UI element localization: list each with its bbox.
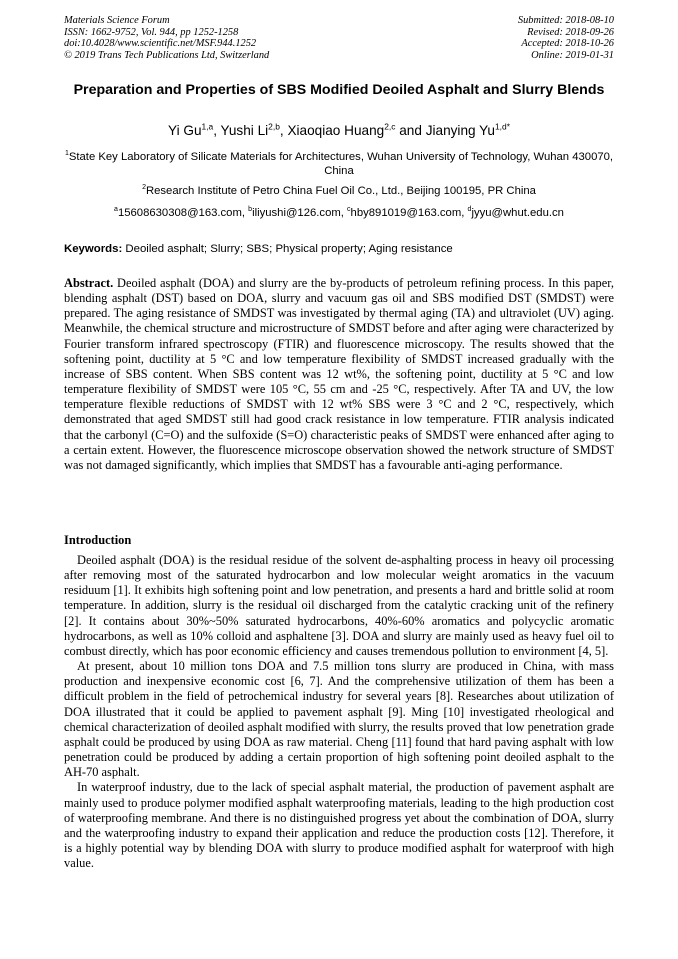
- publication-dates: [518, 15, 614, 61]
- section-heading-introduction: Introduction: [64, 533, 132, 547]
- author: Yi Gu$^{1,a}$: [168, 121, 214, 138]
- keywords-label: Keywords:: [64, 243, 123, 255]
- author: Jianying $Yu^{1,d*}$: [425, 121, 510, 138]
- paragraph: Deoiled asphalt (DOA) is the residual residue of the solvent de-asphalting process in heavy oil processing after removing most of the saturated hydrocarbon and low molecular weight aromatics in the vacuum residuum [1]. It exhibits high softening point and low penetration, and presents a hard and brittle solid at room temperature. In addition, slurry is the residual oil discharged from the catalytic cracking unit of the refinery [2]. It contains about 30%~50% saturated hydrocarbons, 40%-60% aromatics and polycyclic aromatic hydrocarbons, as well as 10% colloid and asphaltene [3]. DOA and slurry are mainly used as heavy fuel oil to combust directly, which has poor economic efficiency and causes tremendous pollution to environment [4, 5].: [64, 553, 614, 658]
- email-link[interactable]: jyyu@whut.edu.cn: [471, 207, 564, 219]
- author-list: Yi Gu$^{1,a}$, Yushi Li$^{2,b}$, Xiaoqiao Huang$^{2,c}$ and Jianying $Yu^{1,d*}$: [168, 121, 510, 138]
- date-revised: Revised: 2018-09-26: [527, 26, 614, 38]
- email-link[interactable]: 15608630308@163.com: [117, 207, 242, 219]
- keywords: [64, 242, 614, 256]
- journal-copyright: © 2019 Trans Tech Publications Ltd, Switzerland: [64, 49, 270, 61]
- email-link[interactable]: hby891019@163.com: [350, 207, 462, 219]
- introduction-body: [64, 553, 614, 871]
- paragraph: In waterproof industry, due to the lack of special asphalt material, the production of pavement asphalt are mainly used to produce polymer modified asphalt waterproofing materials, leading to the high production cost of waterproofing membrane. And there is no distinguished progress yet about the combination of DOA, slurry and the waterproofing industry to expand their application and reduce the production costs [12]. Therefore, it is a highly potential way by blending DOA with slurry to produce modified asphalt for waterproof with high value.: [64, 780, 614, 871]
- keywords-text: Deoiled asphalt; Slurry; SBS; Physical property; Aging resistance: [125, 243, 453, 255]
- affiliation-1: $^1$State Key Laboratory of Silicate Materials for Architectures, Wuhan University of Technology, Wuhan 430070, China: [64, 150, 614, 177]
- abstract-text: Deoiled asphalt (DOA) and slurry are the by-products of petroleum refining process. In this paper, blending asphalt (DST) based on DOA, slurry and vacuum gas oil and SBS modified DST (SMDST) were prepared. The aging resistance of SMDST was investigated by thermal aging (TA) and ultraviolet (UV) aging. Meanwhile, the chemical structure and microstructure of SMDST before and after aging were characterized by Fourier transform infrared spectroscopy (FTIR) and fluorescence microscopy. The results showed that the softening point, ductility at 5 °C and low temperature flexibility of SMDST increased gradually with the increase of SBS content. When SBS content was 12 wt%, the softening point, ductility at 5 °C and low temperature flexibility of SMDST were 105 °C, 55 cm and -25 °C, respectively. After TA and UV, the low temperature flexible reductions of SMDST with 12 wt% SBS were 3 °C and 2 °C, respectively, which demonstrated that aged SMDST still had good crack resistance in low temperature. FTIR analysis indicated that the carbonyl (C=O) and the sulfoxide (S=O) characteristic peaks of SMDST were enhanced after aging to a certain extent. However, the fluorescence microscope observation showed the network structure of SMDST was not damaged significantly, which implies that SMDST has a favourable anti-aging performance.: [64, 276, 614, 472]
- email-link[interactable]: iliyushi@126.com: [252, 207, 341, 219]
- journal-issn: ISSN: 1662-9752, Vol. 944, pp 1252-1258: [64, 26, 239, 38]
- date-accepted: Accepted: 2018-10-26: [521, 38, 614, 50]
- date-submitted: Submitted: 2018-08-10: [517, 15, 614, 26]
- affiliation-2: $^2$Research Institute of Petro China Fuel Oil Co., Ltd., Beijing 100195, PR China: [142, 184, 536, 197]
- abstract: [64, 276, 614, 473]
- abstract-label: Abstract.: [64, 276, 114, 290]
- date-online: Online: 2019-01-31: [531, 49, 614, 61]
- journal-info: [64, 15, 269, 61]
- journal-name: Materials Science Forum: [64, 15, 170, 26]
- author: Xiaoqiao Huang$^{2,c}$: [287, 121, 396, 138]
- paragraph: At present, about 10 million tons DOA and 7.5 million tons slurry are produced in China, with mass production and inexpensive economic cost [6, 7]. And the comprehensive utilization of them has been a difficult problem in the field of petrochemical industry for several years [8]. Researches about utilization of DOA illustrated that it could be applied to pavement asphalt [9]. Ming [10] investigated rheological and chemical characterization of deoiled asphalt modified with slurry, the results proved that low penetration grade asphalt could be produced by using DOA as raw material. Cheng [11] found that hard paving asphalt with low penetration could be produced by adding a certain proportion of high softening point deoiled asphalt to the AH-70 asphalt.: [64, 659, 614, 780]
- author-emails: $^a$15608630308@163.com, $^b$iliyushi@126.com, $^c$hby891019@163.com, $^d$jyyu@whut.edu.cn: [114, 206, 564, 219]
- paper-title: Preparation and Properties of SBS Modified Deoiled Asphalt and Slurry Blends: [73, 82, 605, 98]
- journal-doi: doi:10.4028/www.scientific.net/MSF.944.1252: [64, 38, 257, 50]
- author: Yushi Li$^{2,b}$: [220, 121, 280, 138]
